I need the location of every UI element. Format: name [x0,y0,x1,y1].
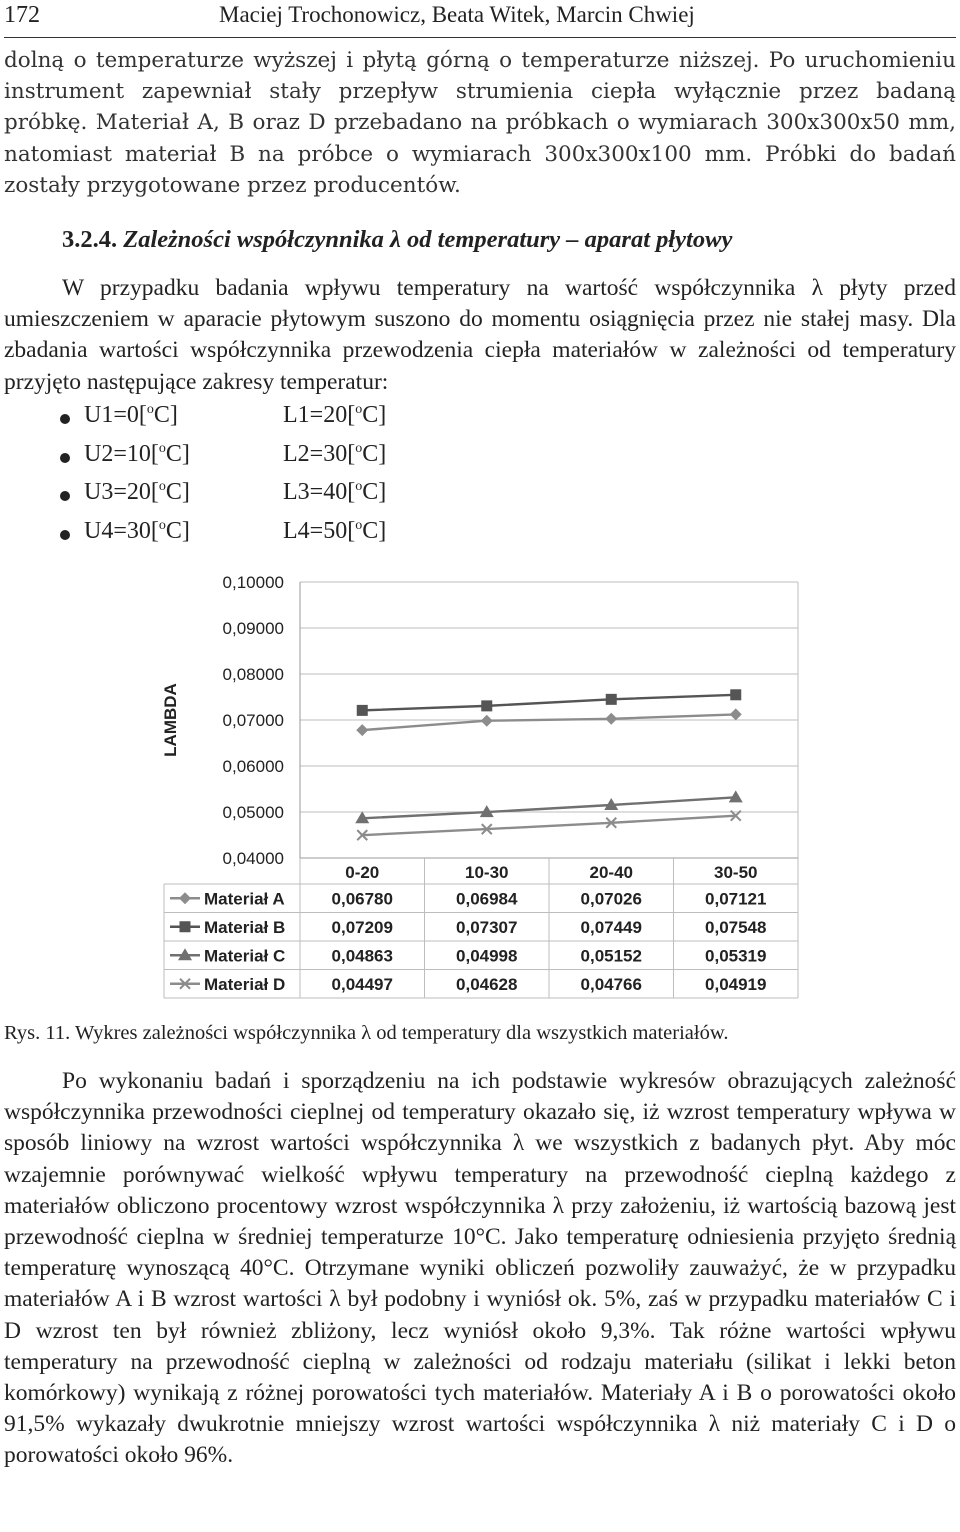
y-axis-label: LAMBDA [161,683,180,757]
series-line [362,695,736,711]
bullet-icon [60,530,70,540]
temperature-row [60,479,460,518]
section-title: Zależności współczynnika λ od temperatury – aparat płytowy [123,226,733,253]
legend-series-name: Materiał C [204,946,286,966]
lambda-chart-svg [150,562,802,1008]
upper-temperature-value: U3=20[ [84,479,159,505]
unit-suffix: C] [362,517,387,544]
bullet-icon [60,414,70,424]
section-heading [62,226,732,254]
unit-suffix: C] [165,440,190,467]
degree-sup: o [355,440,363,456]
table-value-cell: 0,04863 [331,946,393,966]
table-value-cell: 0,04919 [705,974,767,994]
x-category-label: 30-50 [714,863,758,882]
unit-suffix: C] [165,517,190,544]
y-tick-label: 0,07000 [222,711,284,730]
table-value-cell: 0,06984 [456,889,518,909]
y-tick-label: 0,04000 [222,849,284,868]
marker-diamond [356,724,368,736]
table-value-cell: 0,07307 [456,917,518,937]
degree-sup: o [355,517,363,533]
lower-temperature [283,402,386,429]
table-value-cell: 0,07026 [580,889,642,909]
degree-sup: o [158,479,166,494]
degree-sup: o [158,440,166,456]
y-tick-label: 0,08000 [222,665,284,684]
degree-sup: o [146,402,154,417]
upper-temperature [84,402,178,429]
lower-temperature [283,518,386,545]
marker-diamond [730,708,742,720]
table-value-cell: 0,04998 [456,946,518,966]
degree-sup: o [355,479,363,494]
table-value-cell: 0,07121 [705,889,767,909]
lower-temperature-value: L4=50[ [283,517,356,544]
intro-paragraph: dolną o temperaturze wyższej i płytą górną o temperaturze niższej. Po uruchomieniu instrument zapewniał stały przepływ strumienia ciepła wyłącznie przez badaną próbkę. Materiał A, B oraz D przebadano na próbkach o wymiarach 300x300x50 mm, natomiast materiał B na próbce o wymiarach 300x300x100 mm. Próbki do badań zostały przygotowane przez producentów. [4,48,956,198]
upper-temperature [84,479,190,506]
degree-sup: o [355,402,363,417]
upper-temperature-value: U4=30[ [84,517,159,544]
table-value-cell: 0,04628 [456,974,518,994]
section-paragraph: W przypadku badania wpływu temperatury na wartość współczynnika λ płyty przed umieszczeniem w aparacie płytowym suszono do momentu osiągnięcia przez nie stałej masy. Dla zbadania wartości współczynnika przewodzenia ciepła materiałów w zależności od temperatury przyjęto następujące zakresy temperatur: [4,275,956,395]
legend-series-name: Materiał D [204,974,286,994]
unit-suffix: C] [153,402,178,428]
legend-series-name: Materiał B [204,917,286,937]
marker-square [357,705,368,716]
table-value-cell: 0,06780 [331,889,393,909]
page-number: 172 [4,2,40,28]
table-value-cell: 0,07449 [580,917,642,937]
unit-suffix: C] [362,440,387,467]
unit-suffix: C] [362,402,387,428]
series-line [362,714,736,730]
marker-square [606,694,617,705]
marker-diamond [179,892,191,904]
x-category-label: 0-20 [345,863,380,882]
lambda-chart [150,562,802,1008]
marker-square [481,700,492,711]
running-head-authors: Maciej Trochonowicz, Beata Witek, Marcin Chwiej [219,2,695,27]
series-line [362,797,736,818]
x-category-label: 20-40 [589,863,633,882]
y-tick-label: 0,06000 [222,757,284,776]
table-value-cell: 0,05319 [705,946,767,966]
y-tick-label: 0,05000 [222,803,284,822]
x-category-label: 10-30 [465,863,509,882]
series-line [362,816,736,835]
lower-temperature-value: L3=40[ [283,479,356,505]
marker-diamond [605,713,617,725]
page-header [4,0,956,38]
marker-square [180,921,191,932]
degree-sup: o [158,517,166,533]
y-tick-label: 0,10000 [222,573,284,592]
temperature-row [60,441,460,480]
table-value-cell: 0,07209 [331,917,393,937]
legend-series-name: Materiał A [204,889,285,909]
marker-diamond [481,715,493,727]
unit-suffix: C] [165,479,190,505]
upper-temperature [84,518,190,545]
caption-label: Rys. 11. [4,1022,71,1044]
table-value-cell: 0,05152 [580,946,642,966]
marker-square [730,689,741,700]
table-value-cell: 0,04766 [580,974,642,994]
bullet-icon [60,491,70,501]
figure-caption [4,1022,728,1045]
lower-temperature [283,479,386,506]
marker-triangle [729,790,743,802]
lower-temperature [283,441,386,468]
conclusion-paragraph: Po wykonaniu badań i sporządzeniu na ich podstawie wykresów obrazujących zależność współczynnika przewodności cieplnej od temperatury okazało się, iż wzrost temperatury wpływa w sposób liniowy na wzrost wartości współczynnika λ we wszystkich z badanych płyt. Aby móc wzajemnie porównywać wielkość wpływu temperatury na przewodność cieplną każdego z materiałów obliczono procentowy wzrost współczynnika λ przy założeniu, iż wartością bazową jest przewodność cieplna w średniej temperaturze 10°C. Jako temperaturę odniesienia przyjęto średnią temperaturę wynoszącą 40°C. Otrzymane wyniki obliczeń pozwoliły zauważyć, że w przypadku materiałów A i B wzrost wartości λ był podobny i wyniósł ok. 5%, zaś w przypadku materiałów C i D wzrost ten był również zbliżony, lecz wyniósł około 9,3%. Tak różne wartości wpływu temperatury na przewodność cieplną w zależności od rodzaju materiału (silikat i lekki beton komórkowy) wynikają z różnej porowatości tych materiałów. Materiały A i B o porowatości około 91,5% wykazały dwukrotnie mniejszy wzrost wartości współczynnika λ niż materiały C i D o porowatości około 96%. [4,1068,956,1469]
upper-temperature [84,441,190,468]
unit-suffix: C] [362,479,387,505]
temperature-row [60,402,460,441]
upper-temperature-value: U1=0[ [84,402,147,428]
section-number: 3.2.4. [62,226,118,253]
temperature-list [60,402,460,556]
lower-temperature-value: L1=20[ [283,402,356,428]
bullet-icon [60,453,70,463]
upper-temperature-value: U2=10[ [84,440,159,467]
lower-temperature-value: L2=30[ [283,440,356,467]
temperature-row [60,518,460,557]
table-value-cell: 0,04497 [331,974,393,994]
table-value-cell: 0,07548 [705,917,767,937]
caption-text: Wykres zależności współczynnika λ od temperatury dla wszystkich materiałów. [74,1022,729,1044]
y-tick-label: 0,09000 [222,619,284,638]
